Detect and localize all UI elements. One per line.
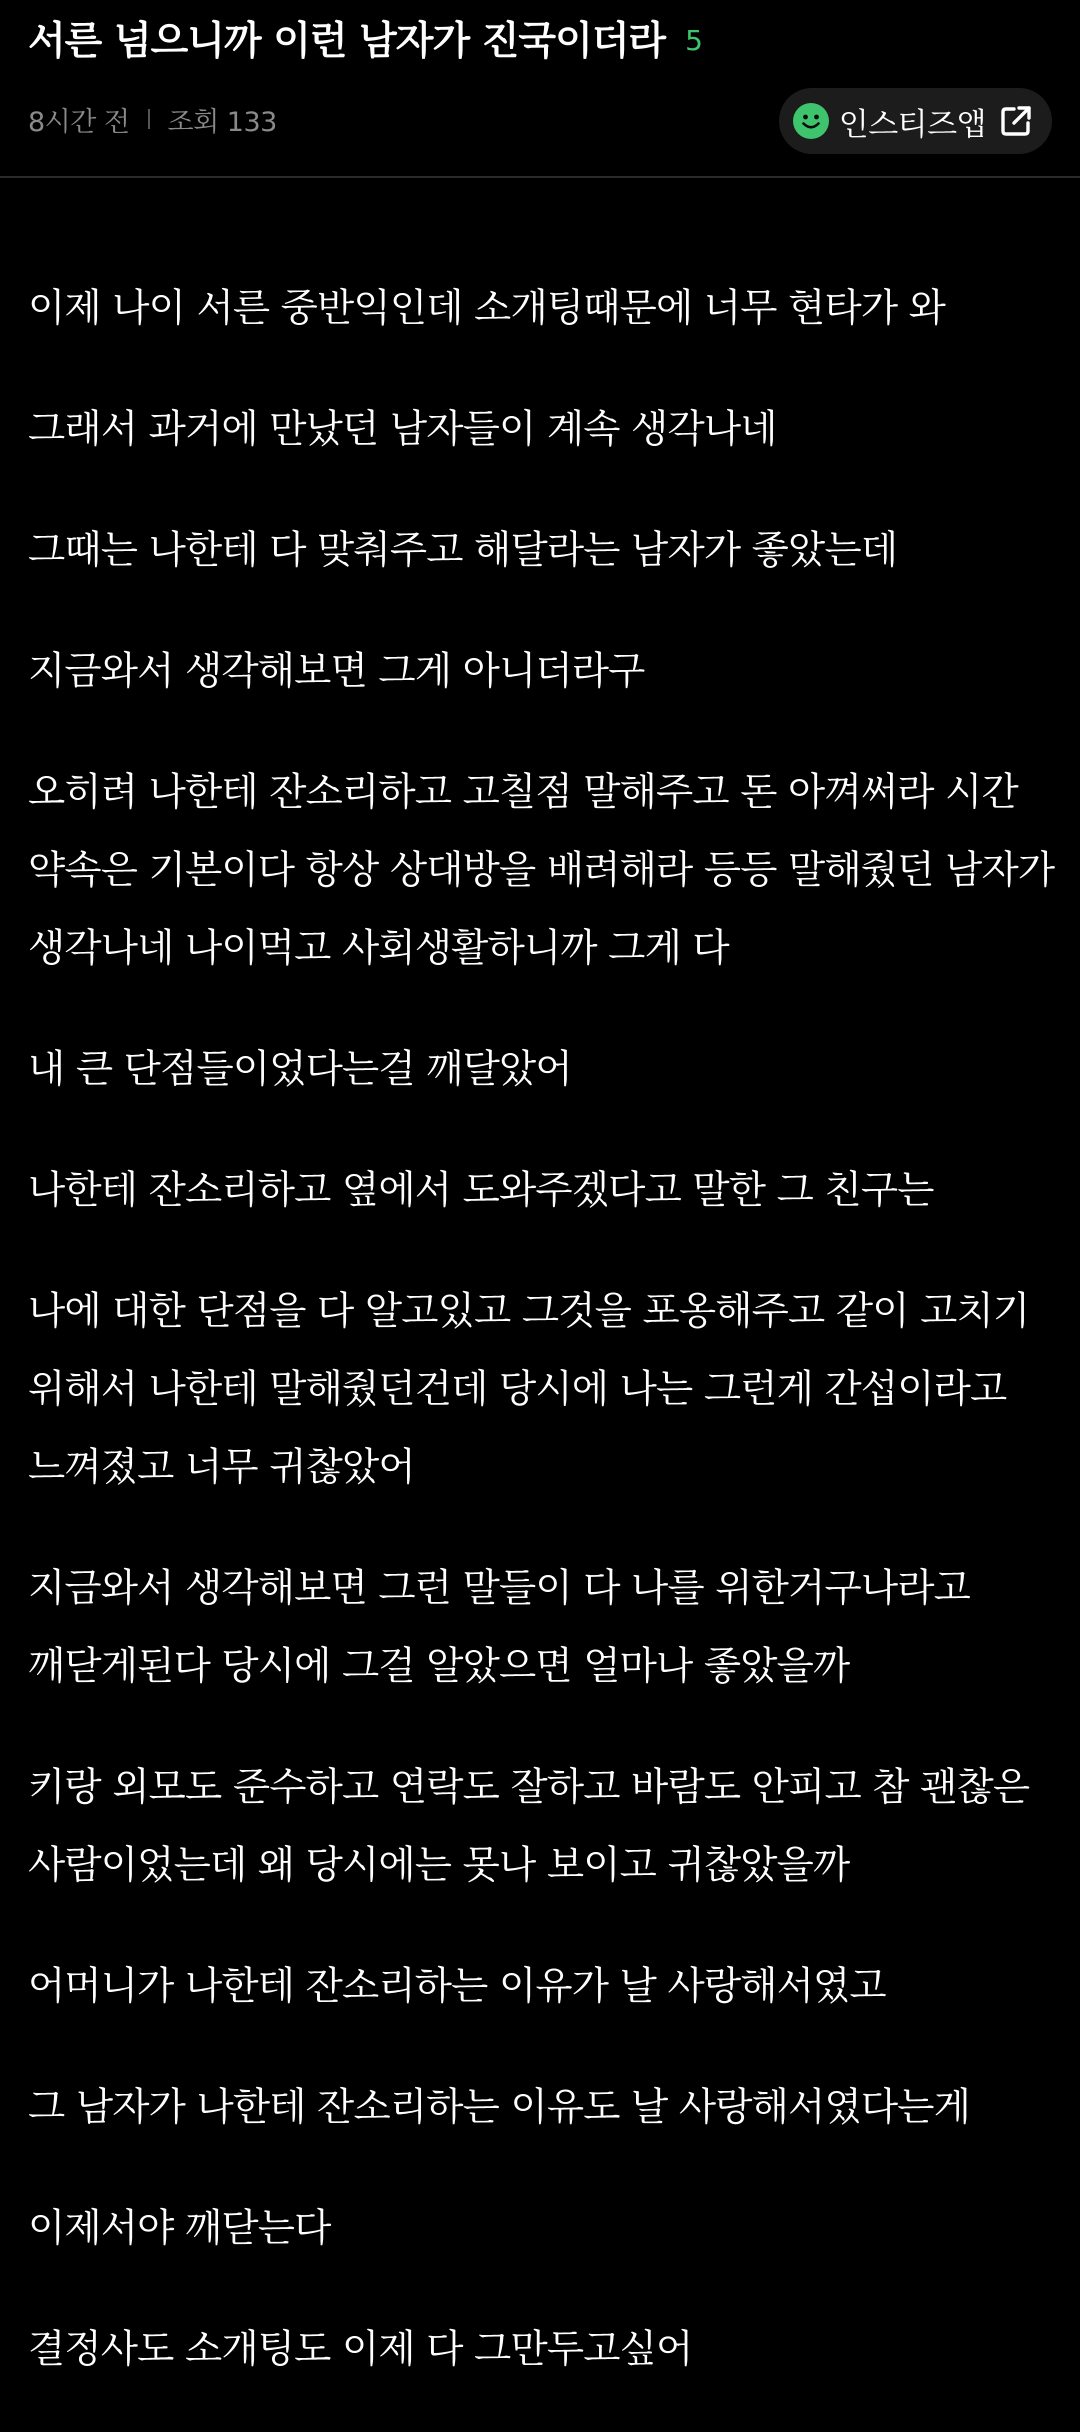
title-row <box>28 8 703 68</box>
body-paragraph: 지금와서 생각해보면 그게 아니더라구 <box>28 649 645 694</box>
open-app-button[interactable] <box>779 88 1052 154</box>
body-paragraph: 키랑 외모도 준수하고 연락도 잘하고 바람도 안피고 참 괜찮은 사람이었는데 왜 당시에는 못나 보이고 귀찮았을까 <box>28 1765 1030 1888</box>
view-count: 조회 133 <box>167 106 277 138</box>
body-paragraph: 그때는 나한테 다 맞춰주고 해달라는 남자가 좋았는데 <box>28 528 898 573</box>
body-paragraph: 이제서야 깨닫는다 <box>28 2206 331 2251</box>
body-paragraph: 어머니가 나한테 잔소리하는 이유가 날 사랑해서였고 <box>28 1964 886 2009</box>
body-paragraph: 그 남자가 나한테 잔소리하는 이유도 날 사랑해서였다는게 <box>28 2085 971 2130</box>
body-paragraph: 지금와서 생각해보면 그런 말들이 다 나를 위한거구나라고 깨닫게된다 당시에 그걸 알았으면 얼마나 좋았을까 <box>28 1566 971 1689</box>
post-header <box>0 0 1080 178</box>
body-paragraph: 결정사도 소개팅도 이제 다 그만두고싶어 <box>28 2327 693 2372</box>
app-button-label: 인스티즈앱 <box>838 106 986 143</box>
body-paragraph: 나한테 잔소리하고 옆에서 도와주겠다고 말한 그 친구는 <box>28 1168 934 1213</box>
body-paragraph: 내 큰 단점들이었다는걸 깨달았어 <box>28 1047 572 1092</box>
post-title: 서른 넘으니까 이런 남자가 진국이더라 <box>28 19 666 64</box>
smile-icon <box>793 103 829 139</box>
body-paragraph: 그래서 과거에 만났던 남자들이 계속 생각나네 <box>28 407 777 452</box>
post-body <box>28 270 1058 2432</box>
body-paragraph: 이제 나이 서른 중반익인데 소개팅때문에 너무 현타가 와 <box>28 286 946 331</box>
body-paragraph: 나에 대한 단점을 다 알고있고 그것을 포옹해주고 같이 고치기 위해서 나한테 말해줬던건데 당시에 나는 그런게 간섭이라고 느껴졌고 너무 귀찮았어 <box>28 1289 1030 1490</box>
external-link-icon <box>998 103 1034 139</box>
body-paragraph: 오히려 나한테 잔소리하고 고칠점 말해주고 돈 아껴써라 시간 약속은 기본이다 항상 상대방을 배려해라 등등 말해줬던 남자가 생각나네 나이먹고 사회생활하니까 그게 다 <box>28 770 1055 971</box>
post-time: 8시간 전 <box>28 106 130 138</box>
comment-count[interactable]: 5 <box>685 23 703 57</box>
post-meta <box>28 98 277 140</box>
meta-divider <box>148 109 150 129</box>
